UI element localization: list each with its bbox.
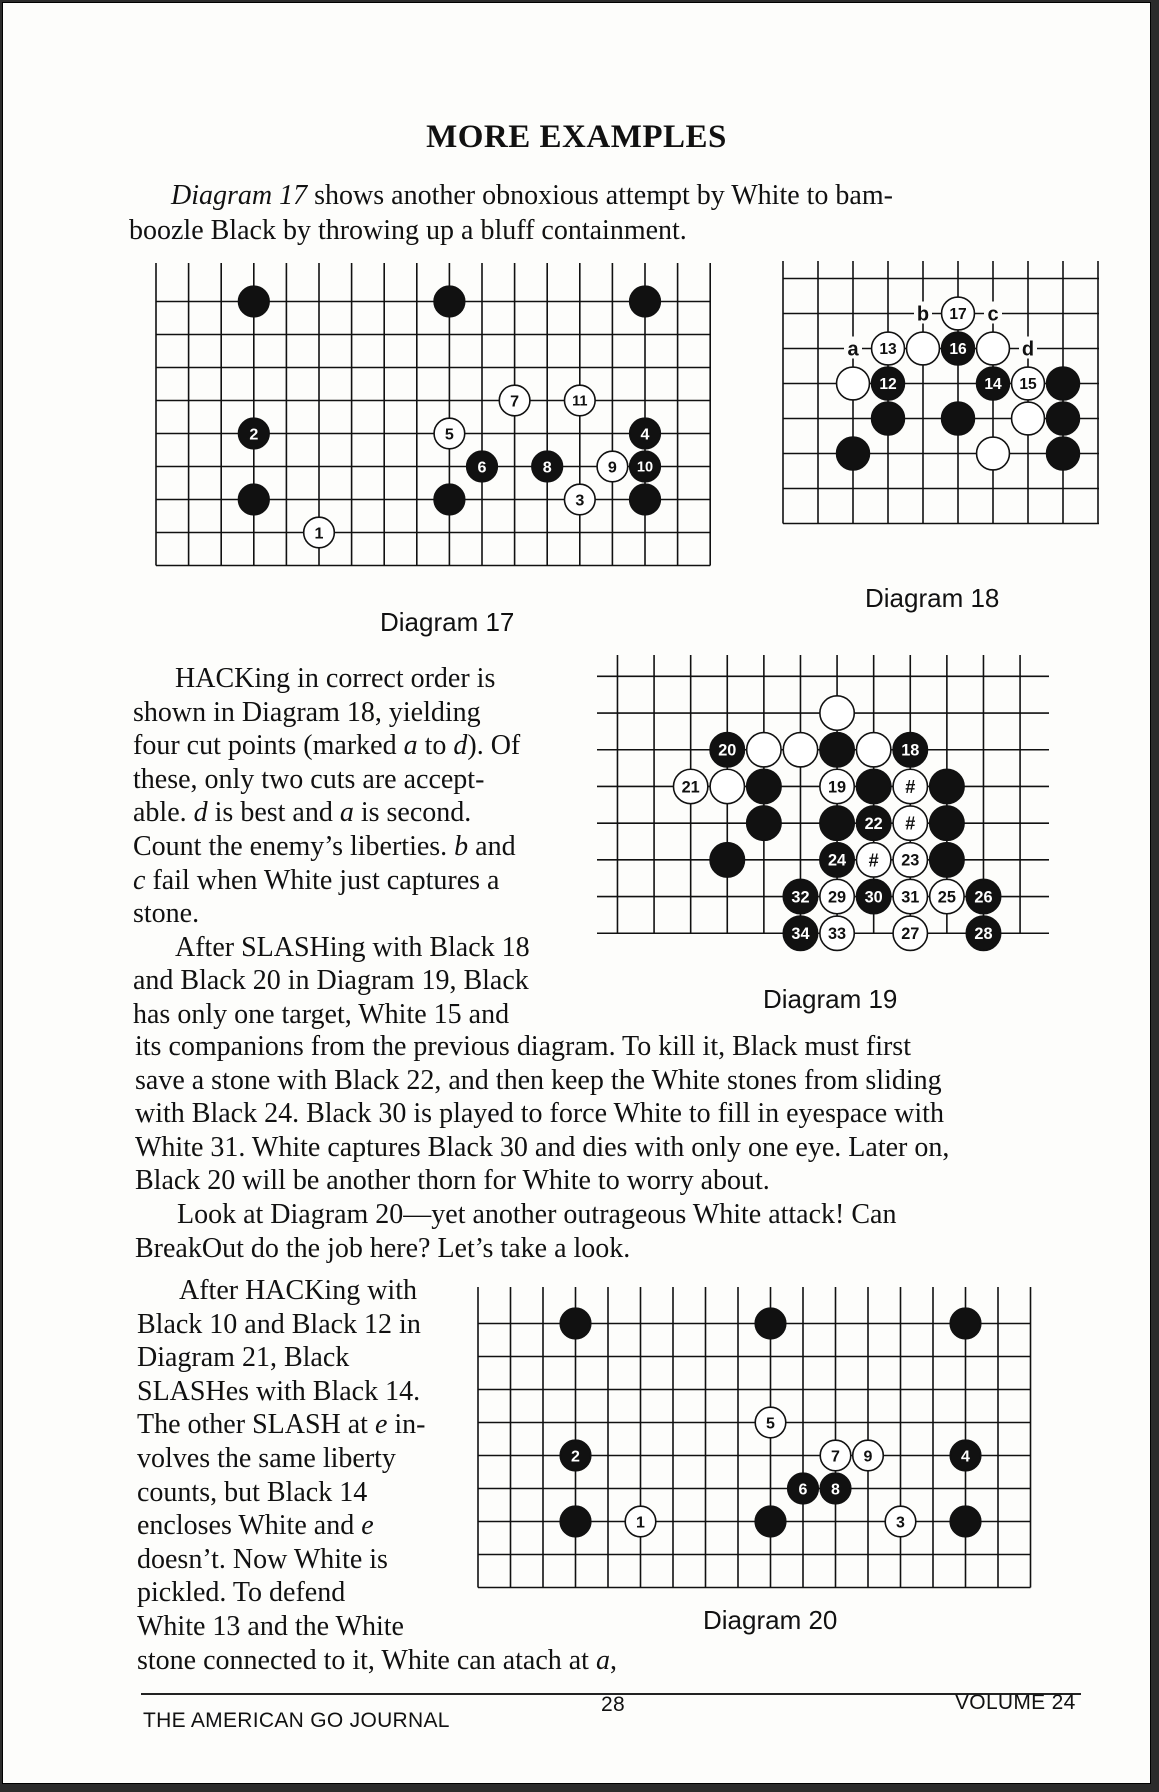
stone-move-number: 3	[896, 1514, 905, 1532]
paragraph-hacking	[133, 662, 573, 1032]
stone-move-number: 11	[572, 393, 588, 410]
footer-page-number: 28	[601, 1693, 625, 1716]
stone-move-number: 2	[249, 425, 259, 444]
black-stone	[950, 1506, 981, 1537]
paragraph-slashing	[135, 1030, 1075, 1265]
black-stone	[1047, 367, 1080, 400]
black-stone	[930, 806, 964, 840]
footer-volume: VOLUME 24	[955, 1691, 1076, 1714]
stone-move-number: #	[905, 776, 916, 797]
footer-journal: THE AMERICAN GO JOURNAL	[143, 1709, 450, 1732]
stone-move-number: 3	[575, 491, 585, 510]
black-stone	[942, 402, 975, 435]
black-stone	[434, 286, 465, 317]
stone-move-number: 17	[949, 306, 967, 324]
p1-line: shown in Diagram 18, yielding	[133, 696, 481, 728]
stone-move-number: 7	[510, 392, 520, 411]
stone-move-number: 21	[681, 778, 700, 797]
stone-move-number: 19	[828, 778, 847, 797]
p1-line: c fail when White just captures a	[133, 864, 500, 896]
p4-line: SLASHes with Black 14.	[137, 1375, 421, 1407]
stone-move-number: 34	[791, 925, 810, 944]
go-diagram-17	[153, 263, 745, 583]
black-stone	[630, 286, 661, 317]
stone-move-number: 4	[640, 425, 650, 444]
stone-move-number: 25	[937, 888, 956, 907]
black-stone	[434, 484, 465, 515]
black-stone	[1047, 402, 1080, 435]
white-stone	[856, 733, 890, 767]
board-grid	[478, 1287, 1031, 1588]
black-stone	[872, 402, 905, 435]
stone-move-number: 13	[879, 341, 897, 359]
black-stone	[820, 806, 854, 840]
go-diagram-19	[597, 655, 1049, 963]
stone-move-number: 6	[477, 458, 487, 477]
p4-line: pickled. To defend	[137, 1577, 346, 1609]
stone-move-number: 18	[901, 741, 920, 760]
stone-move-number: 28	[974, 925, 993, 944]
white-stone	[907, 332, 940, 365]
point-letter-label: b	[916, 303, 930, 326]
stone-move-number: 26	[974, 888, 993, 907]
board-grid	[156, 263, 710, 566]
black-stone	[238, 484, 269, 515]
p2-line: Black 20 will be another thorn for White to worry about.	[135, 1165, 770, 1197]
diagram-17-caption: Diagram 17	[380, 607, 515, 637]
stone-move-number: 22	[864, 815, 883, 834]
white-stone	[1012, 402, 1045, 435]
p4-line: counts, but Black 14	[137, 1476, 368, 1508]
stone-move-number: 2	[571, 1448, 580, 1466]
black-stone	[560, 1308, 591, 1339]
white-stone	[837, 367, 870, 400]
stone-move-number: 5	[766, 1415, 775, 1433]
black-stone	[630, 484, 661, 515]
p4-line: Black 10 and Black 12 in	[137, 1308, 421, 1340]
black-stone	[950, 1308, 981, 1339]
white-stone	[747, 733, 781, 767]
p2-line: save a stone with Black 22, and then keep the White stones from sliding	[135, 1064, 942, 1096]
stone-move-number: 9	[607, 458, 617, 477]
black-stone	[837, 437, 870, 470]
p4-line: doesn’t. Now White is	[137, 1543, 388, 1575]
diagram-20-caption: Diagram 20	[703, 1605, 838, 1635]
black-stone	[747, 769, 781, 803]
stone-move-number: 27	[901, 925, 920, 944]
white-stone	[783, 733, 817, 767]
intro-line-1	[171, 179, 893, 213]
p2-line: with Black 24. Black 30 is played to force White to fill in eyespace with	[135, 1098, 944, 1130]
p1-line: these, only two cuts are accept-	[133, 763, 485, 795]
p4-line: White 13 and the White	[137, 1610, 404, 1642]
p2-line: its companions from the previous diagram. To kill it, Black must first	[135, 1031, 911, 1062]
stone-move-number: 10	[636, 459, 654, 476]
p2-line: White 31. White captures Black 30 and dies with only one eye. Later on,	[135, 1131, 950, 1163]
black-stone	[747, 806, 781, 840]
p1-line: stone.	[133, 898, 200, 930]
stone-move-number: 1	[636, 1514, 645, 1532]
stone-move-number: 8	[542, 458, 552, 477]
white-stone	[710, 769, 744, 803]
stone-move-number: 20	[718, 741, 737, 760]
black-stone	[856, 769, 890, 803]
stone-move-number: 33	[828, 925, 847, 944]
stone-move-number: 15	[1019, 376, 1037, 394]
stone-move-number: 31	[901, 888, 920, 907]
stone-move-number: 23	[901, 851, 920, 870]
go-diagram-20	[475, 1287, 1073, 1607]
black-stone	[930, 843, 964, 877]
black-stone	[755, 1308, 786, 1339]
stone-move-number: 29	[828, 888, 847, 907]
white-stone	[977, 437, 1010, 470]
stone-move-number: 8	[831, 1481, 840, 1499]
white-stone	[820, 696, 854, 730]
intro-line-1-text: shows another obnoxious attempt by White to bam-	[307, 180, 893, 211]
stone-move-number: 9	[863, 1448, 873, 1466]
black-stone	[930, 769, 964, 803]
black-stone	[820, 733, 854, 767]
p4-line: stone connected to it, White can atach at a,	[137, 1644, 617, 1676]
stone-move-number: 4	[961, 1448, 970, 1466]
black-stone	[238, 286, 269, 317]
p2-line: and Black 20 in Diagram 19, Black	[133, 965, 529, 997]
p4-line: Diagram 21, Black	[137, 1342, 350, 1374]
p4-line: The other SLASH at e in-	[137, 1409, 426, 1441]
p4-line: volves the same liberty	[137, 1442, 396, 1474]
journal-page	[3, 3, 1150, 1783]
p2-line: After SLASHing with Black 18	[175, 931, 530, 963]
stone-move-number: 32	[791, 888, 810, 907]
diagram-18-caption: Diagram 18	[865, 583, 1000, 613]
black-stone	[560, 1506, 591, 1537]
stone-move-number: 12	[879, 376, 897, 394]
point-letter-label: c	[987, 303, 999, 326]
stone-move-number: 24	[828, 851, 847, 870]
intro-emphasis: Diagram 17	[171, 180, 308, 211]
p4-line: After HACKing with	[179, 1275, 417, 1306]
black-stone	[755, 1506, 786, 1537]
point-letter-label: a	[847, 338, 859, 361]
p1-line: HACKing in correct order is	[175, 663, 496, 694]
p3-line: BreakOut do the job here? Let’s take a look.	[135, 1232, 631, 1264]
section-title: MORE EXAMPLES	[426, 119, 727, 155]
p4-line: encloses White and e	[137, 1510, 374, 1542]
p1-line: four cut points (marked a to d). Of	[133, 730, 521, 762]
diagram-19-caption: Diagram 19	[763, 984, 898, 1014]
stone-move-number: 6	[798, 1481, 808, 1499]
p3-line: Look at Diagram 20—yet another outrageous White attack! Can	[177, 1198, 897, 1230]
intro-line-2: boozle Black by throwing up a bluff containment.	[129, 215, 687, 246]
stone-move-number: 30	[864, 888, 883, 907]
p1-line: able. d is best and a is second.	[133, 797, 472, 829]
p2-line: has only one target, White 15 and	[133, 998, 510, 1030]
black-stone	[710, 843, 744, 877]
stone-move-number: #	[905, 813, 916, 834]
black-stone	[1047, 437, 1080, 470]
stone-move-number: 1	[314, 524, 324, 543]
go-diagram-18	[779, 261, 1099, 561]
point-letter-label: d	[1021, 338, 1035, 361]
stone-move-number: 7	[831, 1448, 840, 1466]
stone-move-number: 14	[984, 376, 1002, 394]
white-stone	[977, 332, 1010, 365]
stone-move-number: 5	[444, 425, 454, 444]
stone-move-number: 16	[949, 341, 967, 359]
p1-line: Count the enemy’s liberties. b and	[133, 830, 516, 862]
stone-move-number: #	[868, 850, 879, 871]
